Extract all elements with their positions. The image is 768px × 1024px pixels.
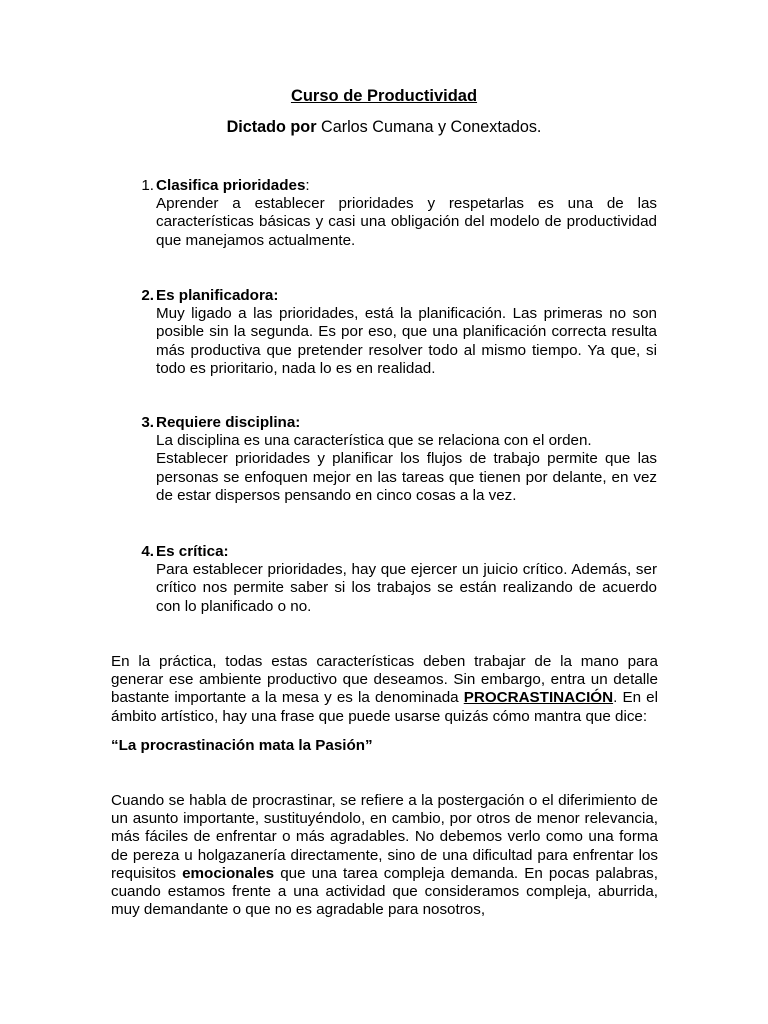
list-item-heading-colon: : [305, 177, 310, 194]
paragraph-text: En la práctica, todas estas características deben trabajar de la mano para generar ese ambiente productivo que deseamos. Sin embargo, entra un detalle bastante importante a la mesa y es la denominada [111, 653, 658, 707]
list-item-body-line: La disciplina es una característica que se relaciona con el orden. [156, 432, 592, 450]
subtitle-label: Dictado por [226, 118, 317, 136]
list-item-heading: Requiere disciplina: [156, 414, 301, 431]
document-title: Curso de Productividad [290, 87, 478, 105]
paragraph-text: Cuando se habla de procrastinar, se refiere a la postergación o el diferimiento de un asunto importante, sustituyéndolo, en cambio, por otros de menor relevancia, más fáciles de enfrentar o más agradables. No debemos verlo como una forma de pereza u holgazanería directamente, sino de una dificultad para enfrentar los requisitos [111, 792, 658, 882]
paragraph-text: que una tarea compleja demanda. En pocas palabras, cuando estamos frente a una actividad que consideramos compleja, aburrida, muy demandante o que no es agradable para nosotros, [111, 864, 658, 919]
list-item-heading-text: Clasifica prioridades [156, 177, 306, 194]
list-item-2 [141, 287, 657, 378]
list-item-number: 3. [141, 414, 154, 431]
list-item-number: 2. [141, 287, 154, 304]
paragraph-procrastination [111, 792, 658, 919]
list-item-body: Muy ligado a las prioridades, está la planificación. Las primeras no son posible sin la segunda. Es por eso, que una planificación correcta resulta más productiva que pretender resolver todo al mismo tiempo. Ya que, si todo es prioritario, nada lo es en realidad. [156, 305, 657, 377]
list-item-body: Aprender a establecer prioridades y respetarlas es una de las características básicas y casi una obligación del modelo de productividad que manejamos actualmente. [156, 195, 657, 249]
procrastination-emphasis: PROCRASTINACIÓN [463, 689, 614, 707]
list-item-number: 4. [141, 543, 154, 560]
emotional-emphasis: emocionales [182, 864, 275, 882]
list-item-number: 1. [141, 177, 154, 194]
list-item-heading: Es crítica: [156, 543, 229, 560]
list-item-body: Establecer prioridades y planificar los flujos de trabajo permite que las personas se enfoquen mejor en las tareas que tienen por delante, en vez de estar dispersos pensando en cinco cosas a la vez. [156, 450, 657, 504]
list-item-heading: Es planificadora: [156, 287, 279, 304]
list-item-body: Para establecer prioridades, hay que ejercer un juicio crítico. Además, ser crítico nos permite saber si los trabajos se están realizando de acuerdo con lo planificado o no. [156, 561, 657, 615]
list-item-heading [156, 177, 657, 195]
list-item-3 [141, 414, 657, 505]
list-item-4 [141, 543, 657, 616]
paragraph-practice [111, 653, 658, 726]
quote: “La procrastinación mata la Pasión” [111, 737, 373, 754]
subtitle-authors: Carlos Cumana y Conextados. [316, 118, 542, 136]
list-item-1 [141, 177, 657, 250]
document-subtitle [0, 117, 768, 137]
paragraph-text: . En el ámbito artístico, hay una frase que puede usarse quizás cómo mantra que dice: [111, 689, 658, 725]
